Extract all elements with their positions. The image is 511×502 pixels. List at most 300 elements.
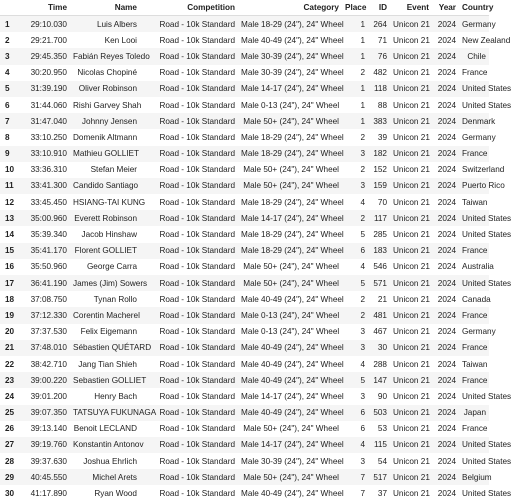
- event-cell: Unicon 21: [393, 440, 430, 450]
- table-row[interactable]: [0, 178, 489, 194]
- id-cell: 159: [373, 181, 387, 191]
- category-cell: Male 30-39 (24"), 24" Wheel: [241, 456, 344, 466]
- event-cell: Unicon 21: [393, 100, 430, 110]
- country-cell: Belgium: [462, 472, 492, 482]
- time-cell: 37:37.530: [30, 327, 67, 337]
- time-cell: 35:00.960: [30, 213, 67, 223]
- event-cell: Unicon 21: [393, 375, 430, 385]
- event-cell: Unicon 21: [393, 246, 430, 256]
- year-cell: 2024: [437, 84, 456, 94]
- name-cell: Corentin Macherel: [73, 310, 140, 320]
- competition-cell: Road - 10k Standard: [159, 84, 235, 94]
- year-cell: 2024: [437, 262, 456, 272]
- year-cell: 2024: [437, 19, 456, 29]
- time-cell: 33:10.910: [30, 149, 67, 159]
- table-row[interactable]: [0, 259, 489, 275]
- table-row[interactable]: [0, 307, 489, 323]
- table-row[interactable]: [0, 243, 489, 259]
- place-cell: 2: [360, 310, 365, 320]
- event-cell: Unicon 21: [393, 391, 430, 401]
- header-row: [0, 0, 489, 16]
- time-cell: 38:42.710: [30, 359, 67, 369]
- country-cell: United States: [462, 391, 511, 401]
- name-cell: Felix Eigemann: [80, 327, 137, 337]
- place-cell: 1: [360, 35, 365, 45]
- row-index: 9: [5, 149, 10, 159]
- id-cell: 30: [377, 343, 387, 353]
- time-cell: 29:45.350: [30, 51, 67, 61]
- name-cell: Luis Albers: [96, 19, 137, 29]
- table-row[interactable]: [0, 291, 489, 307]
- country-cell: United States: [462, 278, 511, 288]
- event-cell: Unicon 21: [393, 68, 430, 78]
- table-row[interactable]: [0, 194, 489, 210]
- row-index: 19: [5, 310, 15, 320]
- table-row[interactable]: [0, 324, 489, 340]
- category-cell: Male 50+ (24"), 24" Wheel: [243, 472, 339, 482]
- column-header-category[interactable]: Category: [238, 0, 342, 16]
- id-cell: 383: [373, 116, 387, 126]
- table-row[interactable]: [0, 388, 489, 404]
- time-cell: 33:10.250: [30, 132, 67, 142]
- time-cell: 40:45.550: [30, 472, 67, 482]
- row-index: 17: [5, 278, 15, 288]
- id-cell: 147: [373, 375, 387, 385]
- column-header-country[interactable]: Country: [459, 0, 489, 16]
- name-cell: Fabián Reyes Toledo: [73, 51, 150, 61]
- name-cell: HSIANG-TAI KUNG: [73, 197, 146, 207]
- category-cell: Male 50+ (24"), 24" Wheel: [243, 262, 339, 272]
- country-cell: France: [462, 246, 488, 256]
- place-cell: 3: [360, 327, 365, 337]
- table-row[interactable]: [0, 469, 489, 485]
- year-cell: 2024: [437, 294, 456, 304]
- id-cell: 76: [377, 51, 387, 61]
- year-cell: 2024: [437, 149, 456, 159]
- competition-cell: Road - 10k Standard: [159, 35, 235, 45]
- competition-cell: Road - 10k Standard: [159, 132, 235, 142]
- row-index: 25: [5, 408, 15, 418]
- table-row[interactable]: [0, 162, 489, 178]
- name-cell: Sebastien GOLLIET: [73, 375, 147, 385]
- place-cell: 1: [360, 116, 365, 126]
- event-cell: Unicon 21: [393, 489, 430, 499]
- name-cell: TATSUYA FUKUNAGA: [73, 408, 157, 418]
- table-row[interactable]: [0, 340, 489, 356]
- time-cell: 31:47.040: [30, 116, 67, 126]
- time-cell: 37:48.010: [30, 343, 67, 353]
- name-cell: Michel Arets: [92, 472, 137, 482]
- competition-cell: Road - 10k Standard: [159, 230, 235, 240]
- place-cell: 3: [360, 149, 365, 159]
- competition-cell: Road - 10k Standard: [159, 100, 235, 110]
- time-cell: 39:37.630: [30, 456, 67, 466]
- place-cell: 5: [360, 375, 365, 385]
- country-cell: Germany: [462, 19, 496, 29]
- country-cell: Germany: [462, 327, 496, 337]
- country-cell: Puerto Rico: [462, 181, 505, 191]
- id-cell: 71: [377, 35, 387, 45]
- category-cell: Male 50+ (24"), 24" Wheel: [243, 116, 339, 126]
- id-cell: 481: [373, 310, 387, 320]
- name-cell: Ken Looi: [104, 35, 137, 45]
- place-cell: 7: [360, 472, 365, 482]
- category-cell: Male 18-29 (24"), 24" Wheel: [241, 132, 344, 142]
- place-cell: 3: [360, 343, 365, 353]
- row-index: 12: [5, 197, 15, 207]
- competition-cell: Road - 10k Standard: [159, 440, 235, 450]
- time-cell: 35:50.960: [30, 262, 67, 272]
- table-row[interactable]: [0, 485, 489, 501]
- table-row[interactable]: [0, 405, 489, 421]
- place-cell: 2: [360, 132, 365, 142]
- table-row[interactable]: [0, 113, 489, 129]
- id-cell: 183: [373, 246, 387, 256]
- year-cell: 2024: [437, 197, 456, 207]
- row-index: 8: [5, 132, 10, 142]
- name-cell: Johnny Jensen: [81, 116, 137, 126]
- table-row[interactable]: [0, 226, 489, 242]
- event-cell: Unicon 21: [393, 408, 430, 418]
- row-index: 6: [5, 100, 10, 110]
- country-cell: Denmark: [462, 116, 496, 126]
- column-header-name[interactable]: Name: [70, 0, 140, 16]
- category-cell: Male 50+ (24"), 24" Wheel: [243, 424, 339, 434]
- id-cell: 571: [373, 278, 387, 288]
- place-cell: 7: [360, 489, 365, 499]
- time-cell: 33:36.310: [30, 165, 67, 175]
- country-cell: United States: [462, 84, 511, 94]
- id-cell: 182: [373, 149, 387, 159]
- column-header-year[interactable]: Year: [432, 0, 459, 16]
- category-cell: Male 50+ (24"), 24" Wheel: [243, 181, 339, 191]
- place-cell: 1: [360, 100, 365, 110]
- table-row[interactable]: [0, 437, 489, 453]
- year-cell: 2024: [437, 310, 456, 320]
- time-cell: 39:00.220: [30, 375, 67, 385]
- row-index: 20: [5, 327, 15, 337]
- table-row[interactable]: [0, 32, 489, 48]
- country-cell: Taiwan: [462, 359, 488, 369]
- country-cell: United States: [462, 489, 511, 499]
- place-cell: 2: [360, 165, 365, 175]
- id-cell: 53: [377, 424, 387, 434]
- year-cell: 2024: [437, 116, 456, 126]
- table-row[interactable]: [0, 81, 489, 97]
- country-cell: United States: [462, 213, 511, 223]
- competition-cell: Road - 10k Standard: [159, 294, 235, 304]
- time-cell: 30:20.950: [30, 68, 67, 78]
- event-cell: Unicon 21: [393, 84, 430, 94]
- category-cell: Male 50+ (24"), 24" Wheel: [243, 165, 339, 175]
- row-index: 16: [5, 262, 15, 272]
- competition-cell: Road - 10k Standard: [159, 165, 235, 175]
- event-cell: Unicon 21: [393, 51, 430, 61]
- place-cell: 2: [360, 68, 365, 78]
- name-cell: Domenik Altmann: [73, 132, 138, 142]
- category-cell: Male 18-29 (24"), 24" Wheel: [241, 230, 344, 240]
- category-cell: Male 14-17 (24"), 24" Wheel: [241, 84, 344, 94]
- id-cell: 285: [373, 230, 387, 240]
- id-cell: 21: [377, 294, 387, 304]
- time-cell: 33:45.450: [30, 197, 67, 207]
- event-cell: Unicon 21: [393, 278, 430, 288]
- competition-cell: Road - 10k Standard: [159, 246, 235, 256]
- event-cell: Unicon 21: [393, 116, 430, 126]
- year-cell: 2024: [437, 391, 456, 401]
- name-cell: Everett Robinson: [74, 213, 137, 223]
- category-cell: Male 40-49 (24"), 24" Wheel: [241, 294, 344, 304]
- name-cell: George Carra: [86, 262, 137, 272]
- competition-cell: Road - 10k Standard: [159, 213, 235, 223]
- country-cell: Chile: [467, 51, 486, 61]
- row-index: 11: [5, 181, 14, 191]
- id-cell: 546: [373, 262, 387, 272]
- year-cell: 2024: [437, 165, 456, 175]
- id-cell: 90: [377, 391, 387, 401]
- time-cell: 36:41.190: [30, 278, 67, 288]
- event-cell: Unicon 21: [393, 197, 430, 207]
- category-cell: Male 40-49 (24"), 24" Wheel: [241, 375, 344, 385]
- country-cell: United States: [462, 456, 511, 466]
- place-cell: 4: [360, 440, 365, 450]
- event-cell: Unicon 21: [393, 424, 430, 434]
- year-cell: 2024: [437, 100, 456, 110]
- category-cell: Male 14-17 (24"), 24" Wheel: [241, 391, 344, 401]
- time-cell: 37:12.330: [30, 310, 67, 320]
- id-cell: 54: [377, 456, 387, 466]
- place-cell: 1: [360, 51, 365, 61]
- row-index: 1: [5, 19, 10, 29]
- category-cell: Male 18-29 (24"), 24" Wheel: [241, 197, 344, 207]
- competition-cell: Road - 10k Standard: [159, 181, 235, 191]
- row-index: 13: [5, 213, 15, 223]
- place-cell: 5: [360, 230, 365, 240]
- year-cell: 2024: [437, 343, 456, 353]
- competition-cell: Road - 10k Standard: [159, 327, 235, 337]
- category-cell: Male 18-29 (24"), 24" Wheel: [241, 246, 344, 256]
- name-cell: Henry Bach: [94, 391, 137, 401]
- name-cell: Sébastien QUÉTARD: [73, 343, 152, 353]
- event-cell: Unicon 21: [393, 132, 430, 142]
- competition-cell: Road - 10k Standard: [159, 456, 235, 466]
- id-cell: 88: [377, 100, 387, 110]
- table-row[interactable]: [0, 65, 489, 81]
- year-cell: 2024: [437, 375, 456, 385]
- year-cell: 2024: [437, 424, 456, 434]
- competition-cell: Road - 10k Standard: [159, 51, 235, 61]
- category-cell: Male 18-29 (24"), 24" Wheel: [241, 19, 344, 29]
- country-cell: United States: [462, 230, 511, 240]
- name-cell: Jacob Hinshaw: [81, 230, 137, 240]
- country-cell: Taiwan: [462, 197, 488, 207]
- row-index: 22: [5, 359, 15, 369]
- category-cell: Male 14-17 (24"), 24" Wheel: [241, 213, 344, 223]
- place-cell: 3: [360, 391, 365, 401]
- place-cell: 4: [360, 262, 365, 272]
- name-cell: Candido Santiago: [73, 181, 139, 191]
- competition-cell: Road - 10k Standard: [159, 68, 235, 78]
- year-cell: 2024: [437, 181, 456, 191]
- row-index: 15: [5, 246, 15, 256]
- row-index: 29: [5, 472, 15, 482]
- table-row[interactable]: [0, 421, 489, 437]
- country-cell: France: [462, 68, 488, 78]
- place-cell: 1: [360, 84, 365, 94]
- year-cell: 2024: [437, 440, 456, 450]
- category-cell: Male 40-49 (24"), 24" Wheel: [241, 359, 344, 369]
- name-cell: Florent GOLLIET: [74, 246, 137, 256]
- event-cell: Unicon 21: [393, 213, 430, 223]
- row-index: 3: [5, 51, 10, 61]
- competition-cell: Road - 10k Standard: [159, 197, 235, 207]
- country-cell: France: [462, 375, 488, 385]
- country-cell: Australia: [462, 262, 494, 272]
- competition-cell: Road - 10k Standard: [159, 408, 235, 418]
- competition-cell: Road - 10k Standard: [159, 375, 235, 385]
- year-cell: 2024: [437, 489, 456, 499]
- name-cell: Tynan Rollo: [93, 294, 137, 304]
- table-row[interactable]: [0, 356, 489, 372]
- year-cell: 2024: [437, 278, 456, 288]
- name-cell: Oliver Robinson: [78, 84, 137, 94]
- row-index: 14: [5, 230, 15, 240]
- id-cell: 37: [377, 489, 387, 499]
- table-body: [0, 16, 511, 502]
- year-cell: 2024: [437, 35, 456, 45]
- place-cell: 4: [360, 359, 365, 369]
- event-cell: Unicon 21: [393, 19, 430, 29]
- table-row[interactable]: [0, 453, 489, 469]
- competition-cell: Road - 10k Standard: [159, 262, 235, 272]
- time-cell: 37:08.750: [30, 294, 67, 304]
- event-cell: Unicon 21: [393, 35, 430, 45]
- category-cell: Male 40-49 (24"), 24" Wheel: [241, 35, 344, 45]
- row-index: 24: [5, 391, 15, 401]
- id-cell: 39: [377, 132, 387, 142]
- table-row[interactable]: [0, 372, 489, 388]
- competition-cell: Road - 10k Standard: [159, 472, 235, 482]
- place-cell: 1: [360, 19, 365, 29]
- event-cell: Unicon 21: [393, 262, 430, 272]
- category-cell: Male 50+ (24"), 24" Wheel: [243, 278, 339, 288]
- competition-cell: Road - 10k Standard: [159, 19, 235, 29]
- competition-cell: Road - 10k Standard: [159, 343, 235, 353]
- column-header-place[interactable]: Place: [342, 0, 368, 16]
- name-cell: Rishi Garvey Shah: [73, 100, 142, 110]
- competition-cell: Road - 10k Standard: [159, 424, 235, 434]
- id-cell: 115: [373, 440, 387, 450]
- country-cell: United States: [462, 100, 511, 110]
- place-cell: 3: [360, 181, 365, 191]
- column-header-time[interactable]: Time: [18, 0, 70, 16]
- place-cell: 2: [360, 294, 365, 304]
- category-cell: Male 40-49 (24"), 24" Wheel: [241, 343, 344, 353]
- row-index: 30: [5, 489, 15, 499]
- id-cell: 70: [377, 197, 387, 207]
- country-cell: France: [462, 149, 488, 159]
- column-header-id[interactable]: ID: [368, 0, 390, 16]
- country-cell: Switzerland: [462, 165, 505, 175]
- country-cell: France: [462, 343, 488, 353]
- table-row[interactable]: [0, 210, 489, 226]
- category-cell: Male 30-39 (24"), 24" Wheel: [241, 68, 344, 78]
- place-cell: 3: [360, 456, 365, 466]
- table-row[interactable]: [0, 275, 489, 291]
- row-index: 5: [5, 84, 10, 94]
- event-cell: Unicon 21: [393, 181, 430, 191]
- year-cell: 2024: [437, 51, 456, 61]
- id-cell: 482: [373, 68, 387, 78]
- name-cell: Mathieu GOLLIET: [73, 149, 139, 159]
- category-cell: Male 40-49 (24"), 24" Wheel: [241, 489, 344, 499]
- event-cell: Unicon 21: [393, 165, 430, 175]
- name-cell: Ryan Wood: [94, 489, 137, 499]
- row-index: 10: [5, 165, 15, 175]
- column-header-event[interactable]: Event: [390, 0, 432, 16]
- place-cell: 6: [360, 424, 365, 434]
- table-row[interactable]: [0, 97, 489, 113]
- name-cell: Nicolas Chopiné: [77, 68, 137, 78]
- country-cell: France: [462, 424, 488, 434]
- competition-cell: Road - 10k Standard: [159, 116, 235, 126]
- year-cell: 2024: [437, 408, 456, 418]
- time-cell: 29:21.700: [30, 35, 67, 45]
- country-cell: Japan: [463, 408, 486, 418]
- time-cell: 41:17.890: [30, 489, 67, 499]
- event-cell: Unicon 21: [393, 327, 430, 337]
- event-cell: Unicon 21: [393, 310, 430, 320]
- country-cell: New Zealand: [462, 35, 511, 45]
- category-cell: Male 0-13 (24"), 24" Wheel: [241, 100, 340, 110]
- table-row[interactable]: [0, 48, 489, 64]
- country-cell: France: [462, 310, 488, 320]
- place-cell: 6: [360, 408, 365, 418]
- year-cell: 2024: [437, 359, 456, 369]
- category-cell: Male 0-13 (24"), 24" Wheel: [241, 327, 340, 337]
- competition-cell: Road - 10k Standard: [159, 278, 235, 288]
- name-cell: Joshua Ehrlich: [83, 456, 137, 466]
- table-row[interactable]: [0, 146, 489, 162]
- event-cell: Unicon 21: [393, 472, 430, 482]
- table-row[interactable]: [0, 129, 489, 145]
- place-cell: 2: [360, 213, 365, 223]
- time-cell: 33:41.300: [30, 181, 67, 191]
- time-cell: 29:10.030: [30, 19, 67, 29]
- column-header-competition[interactable]: Competition: [140, 0, 238, 16]
- row-index: 4: [5, 68, 10, 78]
- country-cell: Germany: [462, 132, 496, 142]
- year-cell: 2024: [437, 132, 456, 142]
- row-index: 2: [5, 35, 10, 45]
- competition-cell: Road - 10k Standard: [159, 391, 235, 401]
- competition-cell: Road - 10k Standard: [159, 489, 235, 499]
- category-cell: Male 30-39 (24"), 24" Wheel: [241, 51, 344, 61]
- id-cell: 467: [373, 327, 387, 337]
- year-cell: 2024: [437, 472, 456, 482]
- category-cell: Male 40-49 (24"), 24" Wheel: [241, 408, 344, 418]
- name-cell: James (Jim) Sowers: [73, 278, 148, 288]
- name-cell: Benoit LECLAND: [73, 424, 137, 434]
- table-row[interactable]: [0, 16, 489, 33]
- event-cell: Unicon 21: [393, 230, 430, 240]
- time-cell: 39:13.140: [30, 424, 67, 434]
- event-cell: Unicon 21: [393, 359, 430, 369]
- row-index: 18: [5, 294, 15, 304]
- year-cell: 2024: [437, 327, 456, 337]
- id-cell: 288: [373, 359, 387, 369]
- country-cell: Canada: [462, 294, 491, 304]
